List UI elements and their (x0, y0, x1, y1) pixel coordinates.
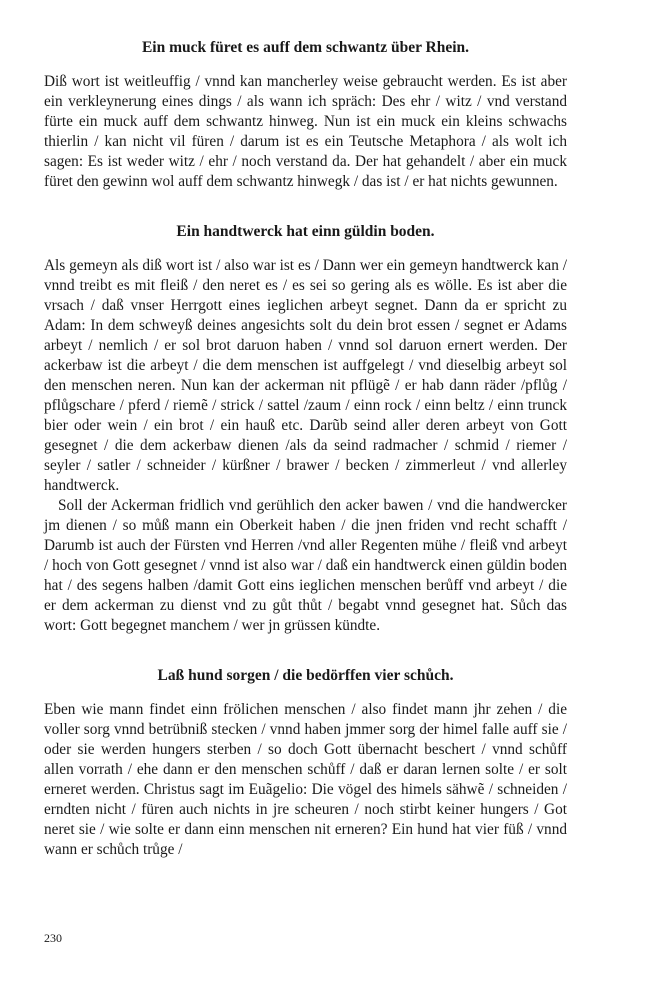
section-heading: Ein handtwerck hat einn güldin boden. (176, 223, 435, 240)
section-heading: Ein muck füret es auff dem schwantz über Rhein. (141, 39, 470, 56)
page-body (44, 38, 567, 890)
section-heading: Laß hund sorgen / die bedörffen vier schůch. (157, 667, 454, 684)
section-muck (44, 38, 567, 192)
body-paragraph: Eben wie mann findet einn frölichen menschen / also findet mann jhr zehen / die voller sorg vnnd betrübniß stecken / vnnd haben jmmer sorg der himel falle auff sie / oder sie werden hungers sterben / so doch Gott übernacht beschert / vnnd schůff allen vorrath / ehe dann er den menschen schůff / daß er daran lernen solte / er solt erneret werden. Christus sagt im Euãgelio: Die vögel des himels sähwẽ / schneiden / erndten nicht / füren auch nichts in jre scheuren / noch stirbt keiner hungers / Got neret sie / wie solte er dann einn menschen nit erneren? Ein hund hat vier füß / vnnd wann er schůch trůge / (44, 701, 567, 858)
section-handtwerck (44, 222, 567, 636)
section-hund-sorgen (44, 666, 567, 860)
body-paragraph: Soll der Ackerman fridlich vnd gerühlich den acker bawen / vnd die handwercker jm dienen / so můß mann ein Oberkeit haben / die jnen friden vnd recht schafft / Darumb ist auch der Fürsten vnd Herren /vnd aller Regenten mühe / fleiß vnd arbeyt / hoch von Gott gesegnet / vnnd ist also war / daß ein handtwerck einen güldin boden hat / des segens halben /damit Gott eins ieglichen menschen berůff vnd arbeyt / die er dem ackerman zu dienst vnd zu gůt thůt / begabt vnnd gesegnet hat. Sůch das wort: Gott begegnet manchem / wer jn grüssen kündte. (44, 497, 567, 634)
body-paragraph: Diß wort ist weitleuffig / vnnd kan mancherley weise gebraucht werden. Es ist aber ein verkleynerung eines dings / als wann ich spräch: Des ehr / witz / vnd verstand fürte ein muck auff dem schwantz hinweg. Nun ist ein muck ein kleins schwachs thierlin / kan nicht vil füren / darum ist es ein Teutsche Metaphora / als wolt ich sagen: Es ist weder witz / ehr / noch verstand da. Der hat gehandelt / aber ein muck füret den gewinn wol auff dem schwantz hinwegk / das ist / er hat nichts gewunnen. (44, 73, 567, 190)
page-number: 230 (44, 931, 62, 945)
body-paragraph: Als gemeyn als diß wort ist / also war ist es / Dann wer ein gemeyn handtwerck kan / vnnd treibt es mit fleiß / den neret es / es sei so gering als es wölle. Es ist aber die vrsach / daß vnser Herrgott eines ieglichen arbeyt segnet. Dann da er spricht zu Adam: In dem schweyß deines angesichts solt du dein brot essen / segnet er Adams arbeyt / nemlich / er sol brot daruon haben / vnnd sol daruon ernert werden. Der ackerbaw ist die arbeyt / die dem menschen ist auffgelegt / vnd dieselbig arbeyt sol den menschen neren. Nun kan der ackerman nit pflügẽ / er hab dann räder /pflůg / pflůgschare / pferd / riemẽ / strick / sattel /zaum / einn rock / einn beltz / einn trunck bier oder wein / ein brot / ein hauß etc. Darũb seind aller deren arbeyt von Gott gesegnet / die dem ackerbaw dienen /als da seind radmacher / schmid / riemer / seyler / satler / schneider / kürßner / brawer / becken / zimmerleut / vnd allerley handtwerck. (44, 257, 567, 494)
